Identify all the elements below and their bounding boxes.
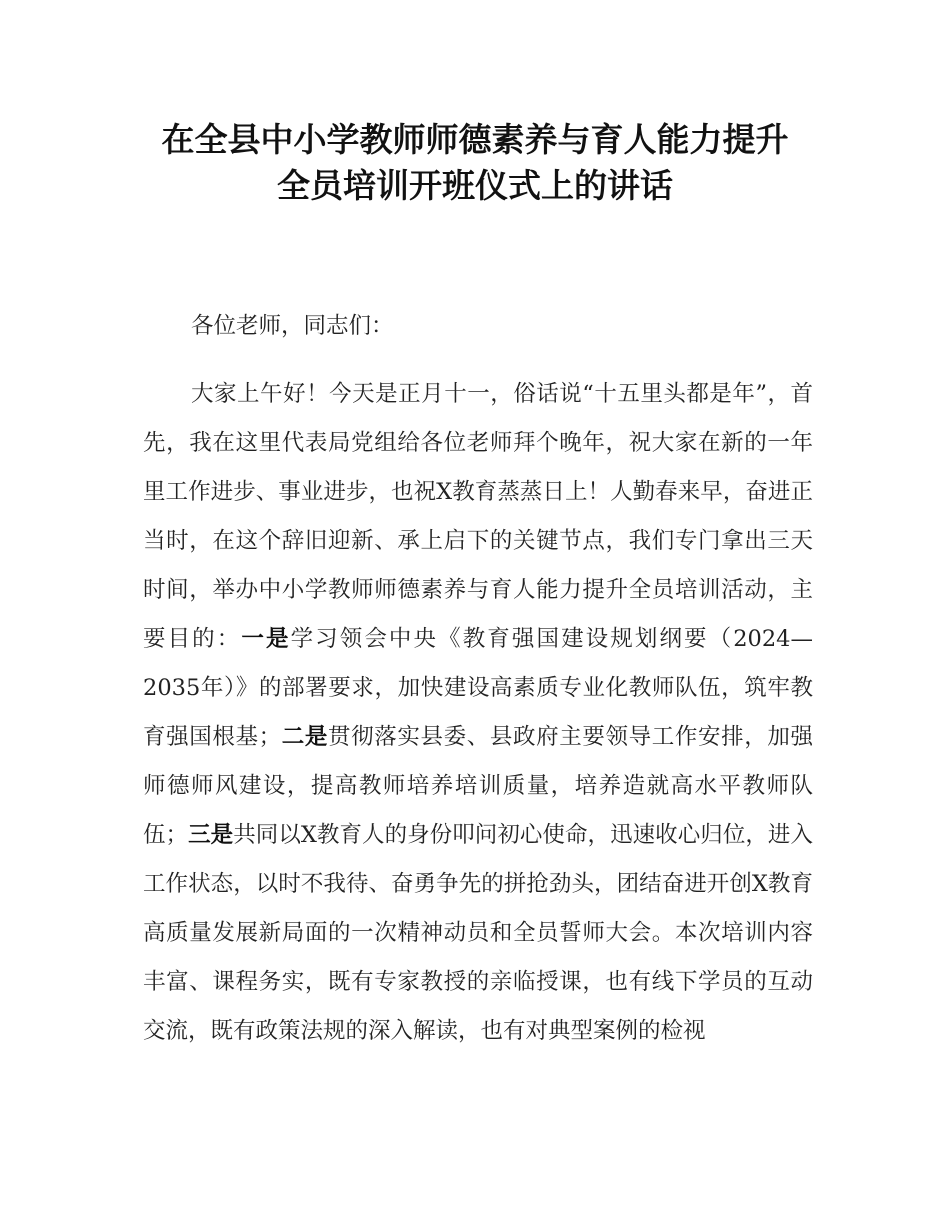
document-title-line-2: 全员培训开班仪式上的讲话 [277, 166, 673, 205]
speech-paragraph [143, 370, 813, 1056]
paragraph-text: 贯彻落实县委、县政府主要领导工作安排，加强师德师风建设，提高教师培养培训质量，培养造就高水平教师队伍； [143, 724, 813, 848]
salutation: 各位老师，同志们： [191, 313, 394, 339]
point-marker-third: 三是 [188, 822, 234, 848]
point-marker-first: 一是 [241, 626, 291, 652]
paragraph-text: 大家上午好！今天是正月十一，俗话说“十五里头都是年”，首先，我在这里代表局党组给各位老师拜个晚年，祝大家在新的一年里工作进步、事业进步，也祝X教育蒸蒸日上！人勤春来早，奋进正当时，在这个辞旧迎新、承上启下的关键节点，我们专门拿出三天时间，举办中小学教师师德素养与育人能力提升全员培训活动，主要目的： [143, 381, 813, 652]
paragraph-text: 学习领会中央《教育强国建设规划纲要（2024—2035年）》的部署要求，加快建设高素质专业化教师队伍，筑牢教育强国根基； [143, 626, 813, 750]
paragraph-text: 共同以X教育人的身份叩问初心使命，迅速收心归位，进入工作状态，以时不我待、奋勇争先的拼抢劲头，团结奋进开创X教育高质量发展新局面的一次精神动员和全员誓师大会。本次培训内容丰富、课程务实，既有专家教授的亲临授课，也有线下学员的互动交流，既有政策法规的深入解读，也有对典型案例的检视 [143, 822, 813, 1044]
document-title-line-1: 在全县中小学教师师德素养与育人能力提升 [161, 120, 789, 159]
point-marker-second: 二是 [281, 724, 328, 750]
